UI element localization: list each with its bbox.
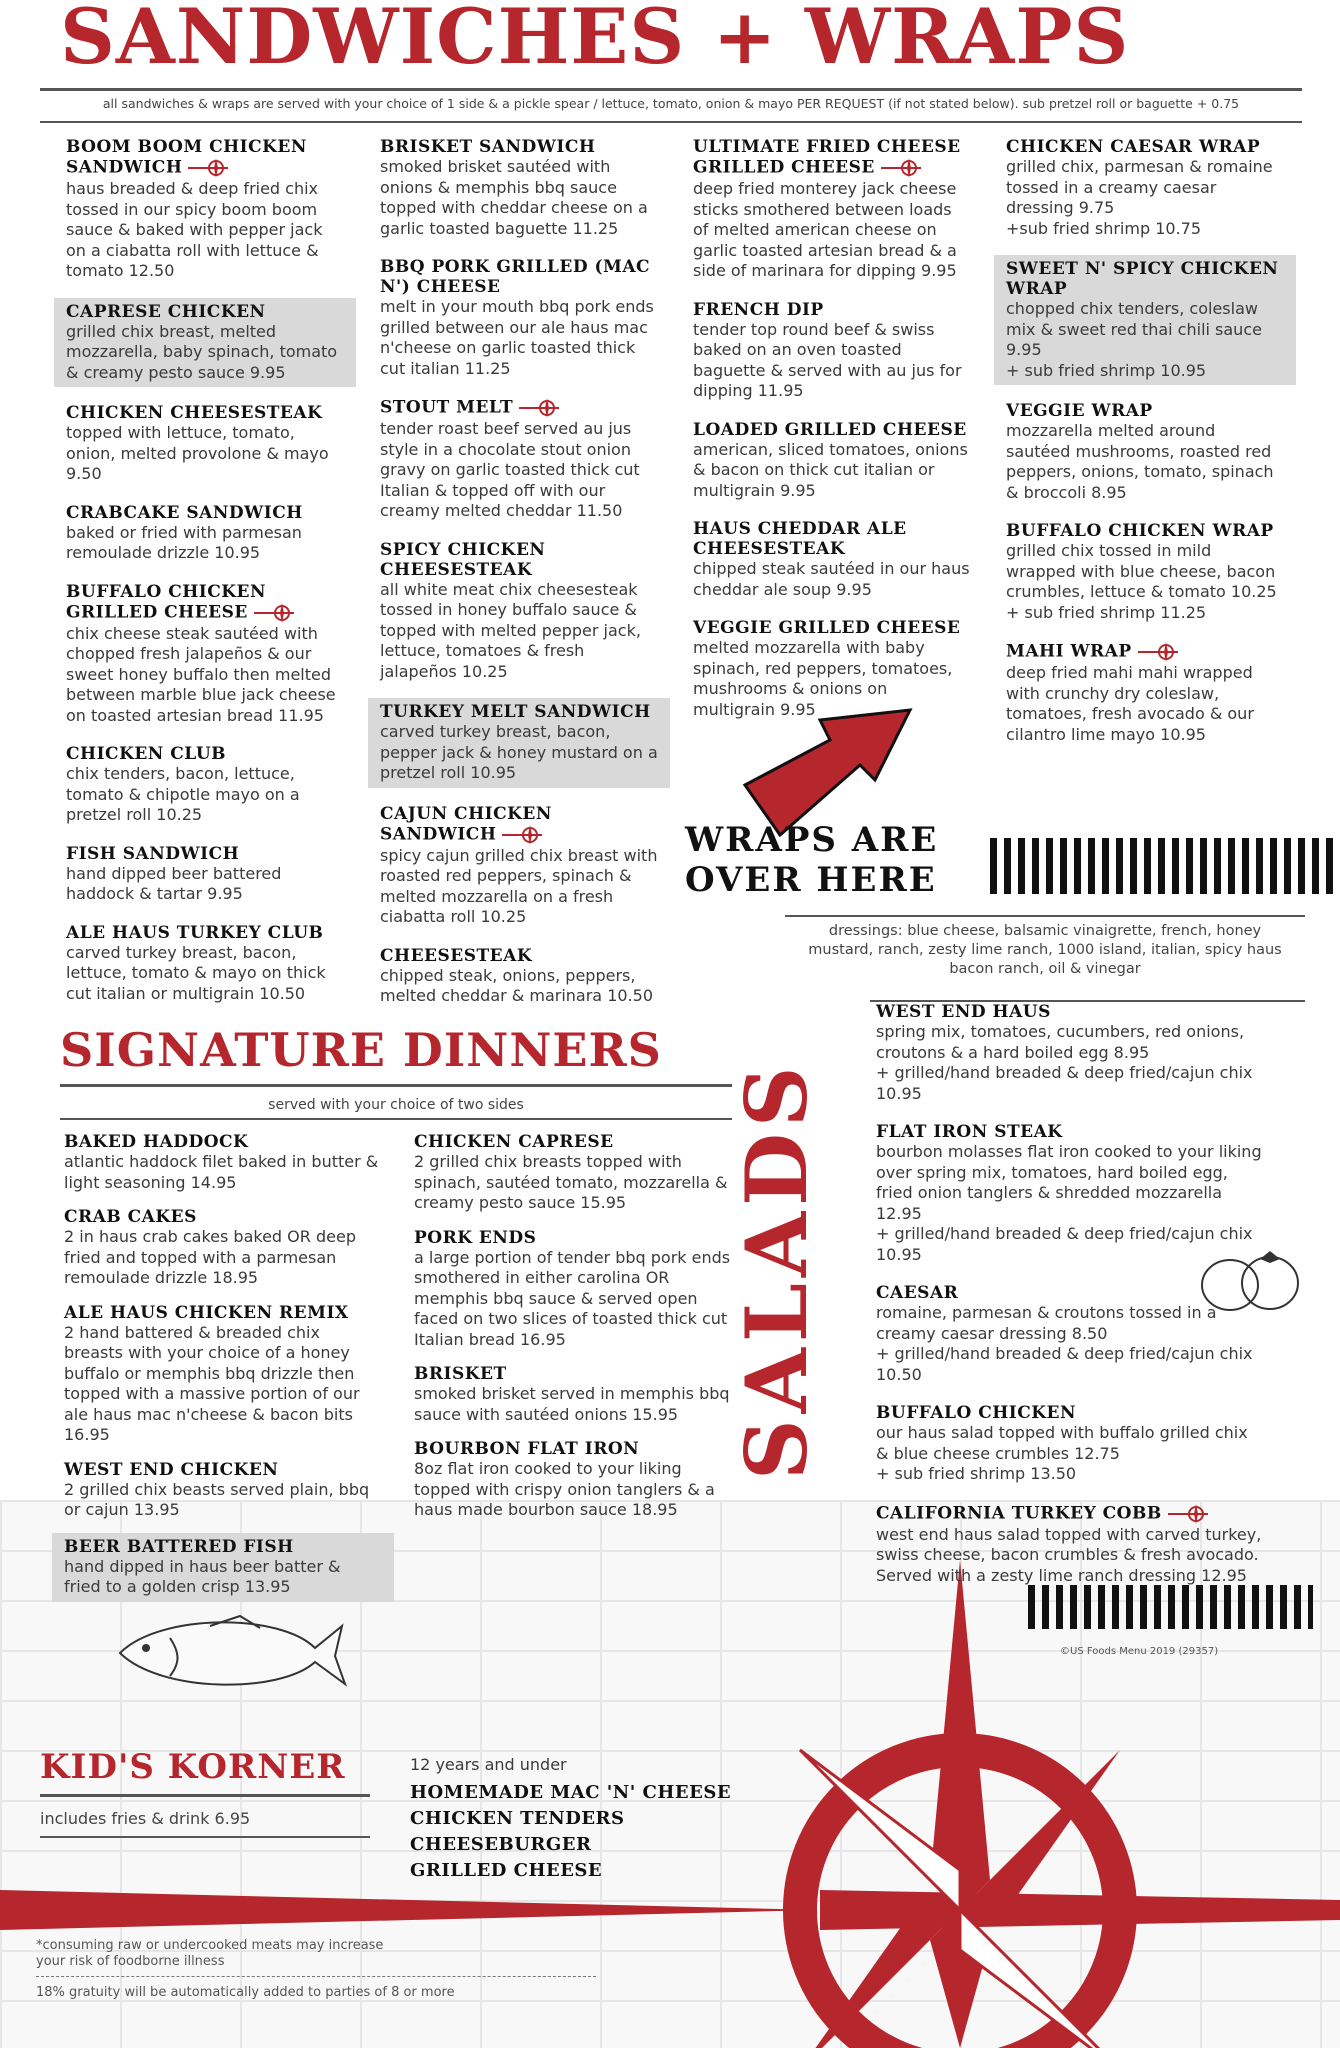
item-extra: +sub fried shrimp 10.75 [1006, 218, 1201, 238]
compass-star-icon [188, 157, 228, 179]
item-name: PORK ENDS [414, 1227, 537, 1248]
menu-item [60, 135, 350, 284]
item-description: all white meat chix cheesesteak tossed in honey buffalo sauce & topped with melted pepper jack, lettuce, tomatoes & fresh jalapeños 10.25 [380, 579, 641, 681]
menu-item [58, 1130, 388, 1195]
dinners-column-1 [58, 1130, 388, 1616]
kids-item: GRILLED CHEESE [410, 1859, 603, 1881]
item-name: CHICKEN CLUB [66, 744, 227, 764]
dinners-divider-top [60, 1084, 732, 1087]
item-name: BEER BATTERED FISH [64, 1536, 294, 1557]
dinners-note: served with your choice of two sides [268, 1097, 524, 1113]
menu-item-highlighted [52, 1533, 394, 1602]
item-description: american, sliced tomatoes, onions & bacon on thick cut italian or multigrain 9.95 [693, 439, 968, 500]
item-description: spring mix, tomatoes, cucumbers, red onions, croutons & a hard boiled egg 8.95 [876, 1022, 1245, 1062]
item-name: STOUT MELT [380, 397, 658, 419]
item-extra: + grilled/hand breaded & deep fried/cajun chix 10.50 [876, 1344, 1253, 1384]
item-description: chipped steak, onions, peppers, melted cheddar & marinara 10.50 [380, 965, 653, 1005]
item-extra: + grilled/hand breaded & deep fried/cajun chix 10.95 [876, 1224, 1253, 1264]
item-description: hand dipped in haus beer batter & fried to a golden crisp 13.95 [64, 1556, 341, 1596]
item-name: BOURBON FLAT IRON [414, 1439, 640, 1459]
item-description: carved turkey breast, bacon, lettuce, tomato & mayo on thick cut italian or multigrain 10.50 [66, 942, 326, 1003]
item-name: CHICKEN CHEESESTEAK [66, 403, 323, 423]
item-description: bourbon molasses flat iron cooked to your liking over spring mix, tomatoes, hard boiled egg, fried onion tanglers & shredded mozzarella 12.95 [876, 1142, 1262, 1223]
item-description: carved turkey breast, bacon, pepper jack & honey mustard on a pretzel roll 10.95 [380, 722, 658, 782]
item-name: CRAB CAKES [64, 1207, 197, 1227]
menu-item [408, 1437, 738, 1523]
item-description: spicy cajun grilled chix breast with roasted red peppers, spinach & melted mozzarella on a fresh ciabatta roll 10.25 [380, 845, 658, 926]
item-name: CHEESESTEAK [380, 945, 533, 966]
copyright-text: ©US Foods Menu 2019 (29357) [1060, 1646, 1219, 1657]
item-description: 8oz flat iron cooked to your liking topped with crispy onion tanglers & a haus made bourbon sauce 18.95 [414, 1459, 715, 1519]
menu-item [408, 1226, 738, 1353]
item-description: melt in your mouth bbq pork ends grilled between our ale haus mac n'cheese on garlic toasted thick cut italian 11.25 [380, 297, 654, 378]
menu-item [374, 395, 664, 524]
item-description: baked or fried with parmesan remoulade drizzle 10.95 [66, 522, 302, 562]
item-name: LOADED GRILLED CHEESE [693, 419, 967, 440]
stripe-decoration-lower [1028, 1585, 1313, 1629]
item-description: chix cheese steak sautéed with chopped fresh jalapeños & our sweet honey buffalo then melted between marble blue jack cheese on toasted artesian bread 11.95 [66, 623, 336, 725]
menu-item [374, 135, 664, 241]
item-description: smoked brisket sautéed with onions & memphis bbq sauce topped with cheddar cheese on a garlic toasted baguette 11.25 [380, 157, 648, 238]
menu-item [1000, 135, 1290, 241]
menu-item [60, 401, 350, 487]
item-name: BUFFALO CHICKEN WRAP [1006, 521, 1274, 541]
item-description: chopped chix tenders, coleslaw mix & sweet red thai chili sauce 9.95 [1006, 299, 1262, 359]
fish-illustration [110, 1598, 350, 1708]
item-name: FRENCH DIP [693, 299, 824, 320]
note-divider [40, 121, 1302, 123]
menu-item [374, 802, 664, 930]
menu-item-highlighted [368, 698, 670, 788]
item-name: WEST END CHICKEN [64, 1459, 279, 1480]
compass-star-icon [1168, 1503, 1208, 1525]
item-name: BRISKET SANDWICH [380, 137, 596, 157]
item-description: topped with lettuce, tomato, onion, melted provolone & mayo 9.50 [66, 423, 329, 483]
menu-item [58, 1458, 388, 1523]
menu-item [60, 842, 350, 907]
menu-item [870, 1501, 1270, 1589]
footer-divider [36, 1976, 596, 1977]
signature-dinners-title: SIGNATURE DINNERS [60, 1023, 662, 1077]
kids-item: CHEESEBURGER [410, 1833, 592, 1855]
item-description: deep fried mahi mahi wrapped with crunchy dry coleslaw, tomatoes, fresh avocado & our cilantro lime mayo 10.95 [1006, 663, 1254, 744]
dressings-top-divider [785, 915, 1305, 917]
item-description: grilled chix breast, melted mozzarella, baby spinach, tomato & creamy pesto sauce 9.95 [66, 321, 338, 382]
gratuity-note: 18% gratuity will be automatically added to parties of 8 or more [36, 1985, 455, 2000]
food-safety-warning: *consuming raw or undercooked meats may increase your risk of foodborne illness [36, 1938, 384, 1969]
item-description: chix tenders, bacon, lettuce, tomato & chipotle mayo on a pretzel roll 10.25 [66, 764, 300, 824]
menu-item [1000, 399, 1290, 505]
item-name: BOOM BOOM CHICKEN SANDWICH [66, 137, 307, 178]
sandwiches-column-1 [60, 135, 350, 1020]
salads-title: SALADS [727, 1060, 826, 1480]
item-name: VEGGIE WRAP [1006, 401, 1153, 421]
item-description: 2 in haus crab cakes baked OR deep fried and topped with a parmesan remoulade drizzle 18.95 [64, 1227, 356, 1287]
menu-item [408, 1130, 738, 1216]
item-name: SPICY CHICKEN CHEESESTEAK [380, 539, 546, 580]
item-name: BBQ PORK GRILLED (MAC N') CHEESE [380, 257, 651, 297]
tomato-illustration [1195, 1245, 1305, 1315]
kids-item: HOMEMADE MAC 'N' CHEESE [410, 1781, 732, 1803]
wraps-sign-line-1: WRAPS ARE [685, 820, 939, 860]
item-name: WEST END HAUS [876, 1002, 1051, 1022]
salad-dressings-note: dressings: blue cheese, balsamic vinaigrette, french, honey mustard, ranch, zesty lime ranch, 1000 island, italian, spicy haus bacon ranch, oil & vinegar [808, 923, 1282, 977]
item-name: BRISKET [414, 1364, 507, 1384]
menu-item [60, 742, 350, 828]
item-description: grilled chix tossed in mild wrapped with blue cheese, bacon crumbles, lettuce & tomato 10.25 [1006, 541, 1277, 601]
item-extra: + sub fried shrimp 10.95 [1006, 360, 1207, 380]
stripe-decoration [990, 838, 1340, 894]
item-name: BUFFALO CHICKEN [876, 1403, 1077, 1423]
kids-korner-title: KID'S KORNER [40, 1747, 346, 1787]
item-name: HAUS CHEDDAR ALE CHEESESTEAK [693, 519, 907, 559]
menu-item [408, 1362, 738, 1427]
menu-item [60, 580, 350, 729]
compass-star-icon [881, 157, 921, 179]
menu-item [687, 135, 977, 284]
sandwiches-wraps-title: SANDWICHES + WRAPS [60, 0, 1130, 81]
menu-item [58, 1205, 388, 1291]
menu-item-highlighted [54, 298, 356, 388]
item-name: FLAT IRON STEAK [876, 1122, 1063, 1142]
compass-star-icon [519, 397, 559, 419]
item-name: BAKED HADDOCK [64, 1132, 249, 1152]
kids-divider-bottom [40, 1836, 370, 1838]
item-name: CHICKEN CAPRESE [414, 1132, 614, 1152]
item-description: deep fried monterey jack cheese sticks smothered between loads of melted american cheese on garlic toasted artesian bread & a side of marinara for dipping 9.95 [693, 179, 957, 280]
item-name: ULTIMATE FRIED CHEESE GRILLED CHEESE [693, 137, 961, 178]
item-description: west end haus salad topped with carved turkey, swiss cheese, bacon crumbles & fresh avocado. Served with a zesty lime ranch dressing 12.95 [876, 1524, 1262, 1585]
item-description: 2 hand battered & breaded chix breasts with your choice of a honey buffalo or memphis bbq drizzle then topped with a massive portion of our ale haus mac n'cheese & bacon bits 16.95 [64, 1322, 360, 1444]
item-description: 2 grilled chix beasts served plain, bbq or cajun 13.95 [64, 1479, 370, 1519]
menu-item [870, 1000, 1270, 1106]
item-description: tender top round beef & swiss baked on an oven toasted baguette & served with au jus for dipping 11.95 [693, 319, 962, 400]
item-name: ALE HAUS TURKEY CLUB [66, 922, 324, 943]
item-description: smoked brisket served in memphis bbq sauce with sautéed onions 15.95 [414, 1384, 730, 1424]
item-description: haus breaded & deep fried chix tossed in our spicy boom boom sauce & baked with pepper jack on a ciabatta roll with lettuce & tomato 12.50 [66, 179, 323, 280]
menu-item [1000, 519, 1290, 625]
wraps-column [1000, 135, 1290, 761]
item-name: CRABCAKE SANDWICH [66, 502, 303, 523]
item-name: CAPRESE CHICKEN [66, 301, 266, 322]
item-name: CAESAR [876, 1283, 959, 1303]
item-description: 2 grilled chix breasts topped with spinach, sautéed tomato, mozzarella & creamy pesto sauce 15.95 [414, 1152, 728, 1212]
item-description: hand dipped beer battered haddock & tartar 9.95 [66, 863, 282, 903]
dinners-divider-bottom [60, 1118, 732, 1120]
item-name: ALE HAUS CHICKEN REMIX [64, 1302, 349, 1323]
sandwiches-column-3 [687, 135, 977, 736]
item-description: melted mozzarella with baby spinach, red peppers, tomatoes, mushrooms & onions on multigrain 9.95 [693, 638, 953, 719]
menu-item [374, 255, 664, 381]
wraps-sign-line-2: OVER HERE [685, 860, 937, 900]
menu-item [58, 1301, 388, 1448]
item-extra: + grilled/hand breaded & deep fried/cajun chix 10.95 [876, 1063, 1253, 1103]
wraps-are-over-here-sign [685, 820, 938, 900]
item-name: TURKEY MELT SANDWICH [380, 702, 651, 722]
item-description: chipped steak sautéed in our haus cheddar ale soup 9.95 [693, 559, 970, 599]
dinners-column-2 [408, 1130, 738, 1533]
item-name: FISH SANDWICH [66, 843, 240, 864]
item-description: a large portion of tender bbq pork ends smothered in either carolina OR memphis bbq sauce & served open faced on two slices of toasted thick cut Italian bread 16.95 [414, 1247, 731, 1349]
item-extra: + sub fried shrimp 11.25 [1006, 602, 1207, 622]
menu-item [1000, 639, 1290, 747]
item-description: romaine, parmesan & croutons tossed in a creamy caesar dressing 8.50 [876, 1303, 1217, 1343]
menu-item [374, 538, 664, 685]
menu-item-highlighted [994, 255, 1296, 385]
title-divider [40, 88, 1302, 91]
item-name: VEGGIE GRILLED CHEESE [693, 618, 961, 638]
kids-age-note: 12 years and under [410, 1755, 567, 1774]
item-description: mozzarella melted around sautéed mushrooms, roasted red peppers, onions, tomato, spinach & broccoli 8.95 [1006, 421, 1274, 502]
menu-item [687, 298, 977, 404]
menu-item [870, 1401, 1270, 1487]
compass-star-icon [254, 602, 294, 624]
item-description: grilled chix, parmesan & romaine tossed in a creamy caesar dressing 9.75 [1006, 157, 1273, 217]
compass-star-icon [1138, 641, 1178, 663]
menu-item [374, 944, 664, 1009]
item-name: CHICKEN CAESAR WRAP [1006, 137, 1261, 157]
item-name: BUFFALO CHICKEN GRILLED CHEESE [66, 582, 344, 624]
sandwiches-column-2 [374, 135, 664, 1023]
kids-divider-top [40, 1794, 370, 1797]
item-description: our haus salad topped with buffalo grilled chix & blue cheese crumbles 12.75 [876, 1423, 1248, 1463]
item-name: MAHI WRAP [1006, 641, 1284, 663]
kids-menu [410, 1755, 790, 1884]
compass-star-icon [502, 824, 542, 846]
item-extra: + sub fried shrimp 13.50 [876, 1464, 1077, 1483]
menu-item [687, 418, 977, 504]
item-name: CALIFORNIA TURKEY COBB [876, 1503, 1264, 1525]
menu-item [60, 501, 350, 566]
item-description: atlantic haddock filet baked in butter & light seasoning 14.95 [64, 1152, 379, 1192]
item-description: tender roast beef served au jus style in a chocolate stout onion gravy on garlic toasted thick cut Italian & topped off with our creamy melted cheddar 11.50 [380, 419, 640, 520]
item-name: SWEET N' SPICY CHICKEN WRAP [1006, 259, 1279, 299]
menu-item [60, 921, 350, 1007]
item-name: CAJUN CHICKEN SANDWICH [380, 803, 552, 844]
kids-item: CHICKEN TENDERS [410, 1807, 625, 1829]
sandwiches-note: all sandwiches & wraps are served with your choice of 1 side & a pickle spear / lettuce, tomato, onion & mayo PER REQUEST (if not stated below). sub pretzel roll or baguette + 0.75 [102, 96, 1240, 111]
kids-note: includes fries & drink 6.95 [40, 1809, 251, 1828]
menu-item [687, 517, 977, 602]
